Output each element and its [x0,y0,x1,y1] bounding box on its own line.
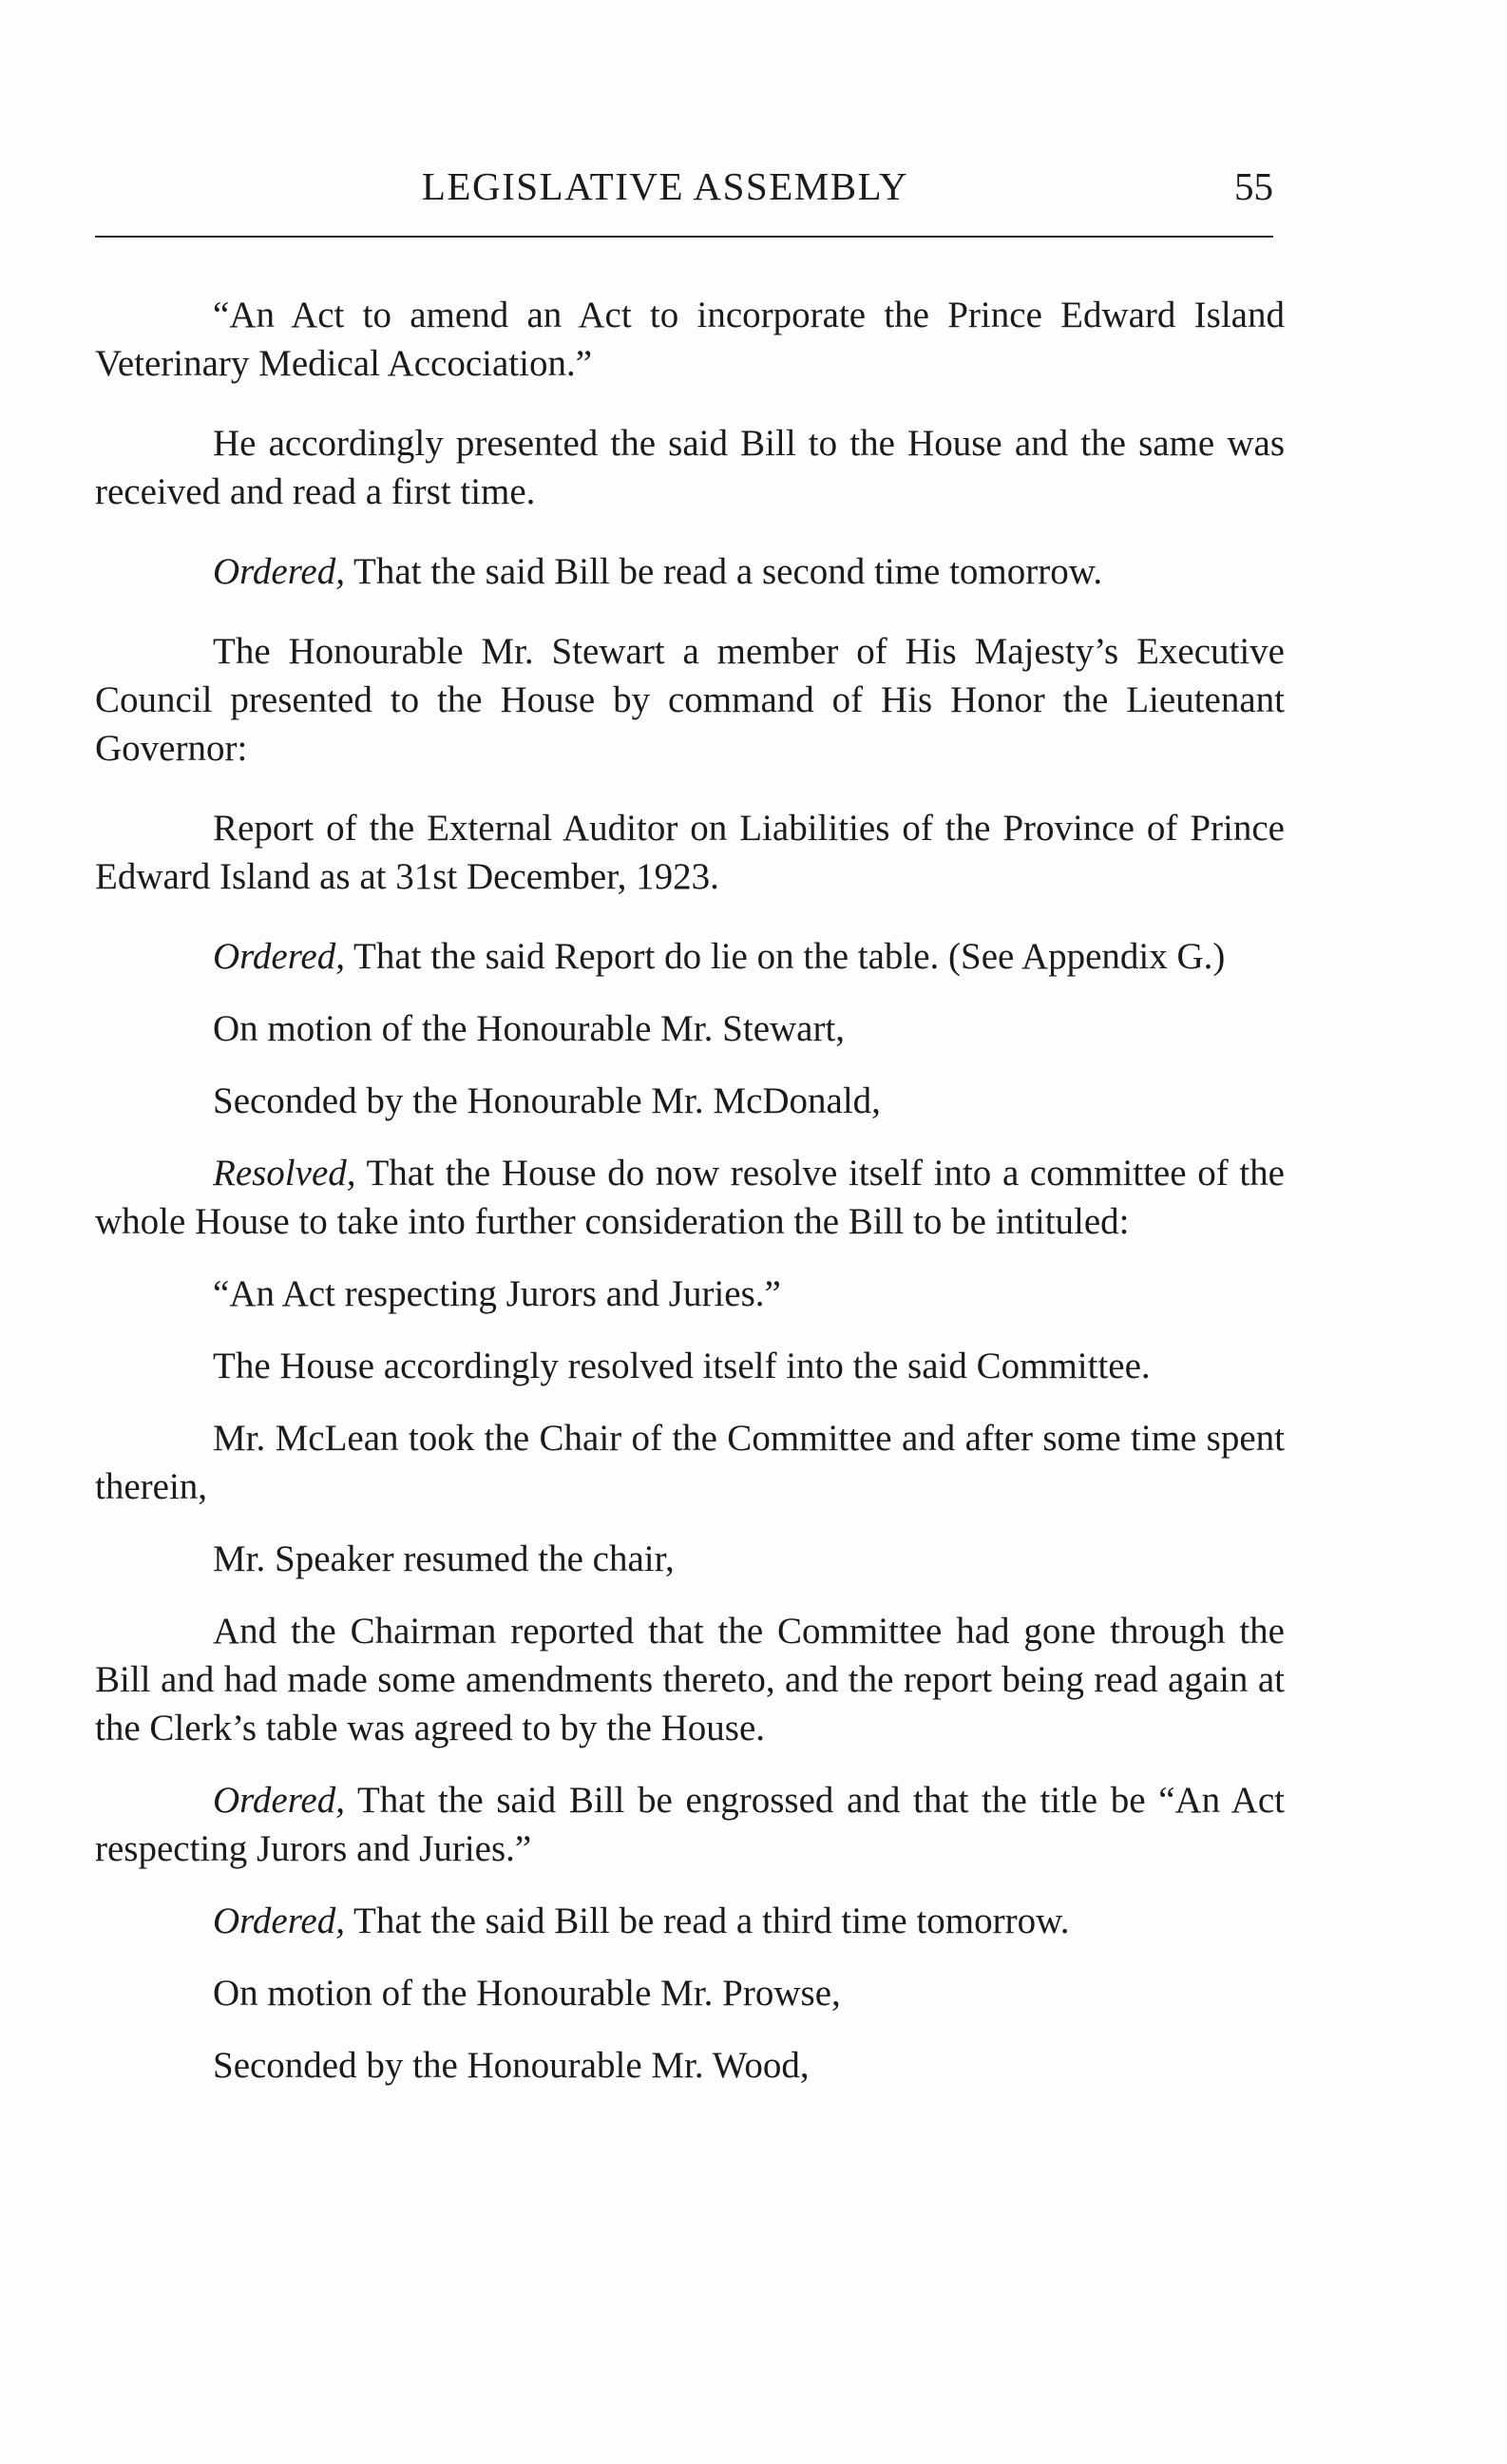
paragraph [95,1776,1285,1873]
paragraph [95,1414,1285,1511]
paragraph-text: He accordingly presented the said Bill to the House and the same was received and read a first time. [95,423,1285,512]
paragraph [95,932,1285,981]
paragraph-text: That the said Bill be read a third time tomorrow. [345,1901,1070,1941]
paragraph-text: The Honourable Mr. Stewart a member of His Majesty’s Executive Council presented to the House by command of His Honor the Lieutenant Governor: [95,631,1285,769]
page-number: 55 [1234,164,1273,208]
paragraph [95,1077,1285,1125]
paragraph-text: Mr. Speaker resumed the chair, [213,1538,675,1579]
paragraph-text: That the House do now resolve itself into a committee of the whole House to take into further consideration the Bill to be intituled: [95,1153,1285,1242]
paragraph [95,1270,1285,1318]
paragraph [95,547,1285,596]
paragraph-text: On motion of the Honourable Mr. Stewart, [213,1008,846,1049]
paragraph [95,291,1285,388]
paragraph-lead: Resolved, [213,1153,356,1194]
running-title: LEGISLATIVE ASSEMBLY [421,164,909,208]
paragraph [95,804,1285,901]
paragraph-text: Report of the External Auditor on Liabilities of the Province of Prince Edward Island as at 31st December, 1923. [95,808,1285,897]
paragraph [95,1969,1285,2017]
paragraph-text: Mr. McLean took the Chair of the Committee and after some time spent therein, [95,1418,1285,1507]
paragraph-text: Seconded by the Honourable Mr. Wood, [213,2045,810,2086]
paragraph-lead: Ordered, [213,551,345,592]
paragraph [95,419,1285,516]
paragraph [95,1342,1285,1390]
paragraph-text: “An Act respecting Jurors and Juries.” [213,1273,781,1314]
paragraph [95,1535,1285,1583]
paragraph-text: And the Chairman reported that the Committee had gone through the Bill and had made some amendments thereto, and the report being read again at the Clerk’s table was agreed to by the House. [95,1611,1285,1748]
paragraph-text: On motion of the Honourable Mr. Prowse, [213,1973,841,2014]
paragraph [95,1149,1285,1246]
paragraph [95,627,1285,773]
header-rule [95,236,1273,238]
body-text [95,291,1285,2113]
paragraph-text: That the said Bill be read a second time tomorrow. [345,551,1103,592]
paragraph-text: That the said Bill be engrossed and that the title be “An Act respecting Jurors and Juries.” [95,1780,1285,1869]
paragraph-text: “An Act to amend an Act to incorporate the Prince Edward Island Veterinary Medical Accociation.” [95,295,1285,384]
paragraph [95,1607,1285,1752]
paragraph-text: That the said Report do lie on the table. (See Appendix G.) [345,936,1226,977]
paragraph [95,2041,1285,2090]
paragraph [95,1004,1285,1053]
paragraph [95,1897,1285,1945]
paragraph-lead: Ordered, [213,936,345,977]
running-header [95,163,1273,220]
paragraph-lead: Ordered, [213,1780,345,1821]
paragraph-text: Seconded by the Honourable Mr. McDonald, [213,1080,881,1121]
paragraph-lead: Ordered, [213,1901,345,1941]
paragraph-text: The House accordingly resolved itself into the said Committee. [213,1346,1151,1386]
